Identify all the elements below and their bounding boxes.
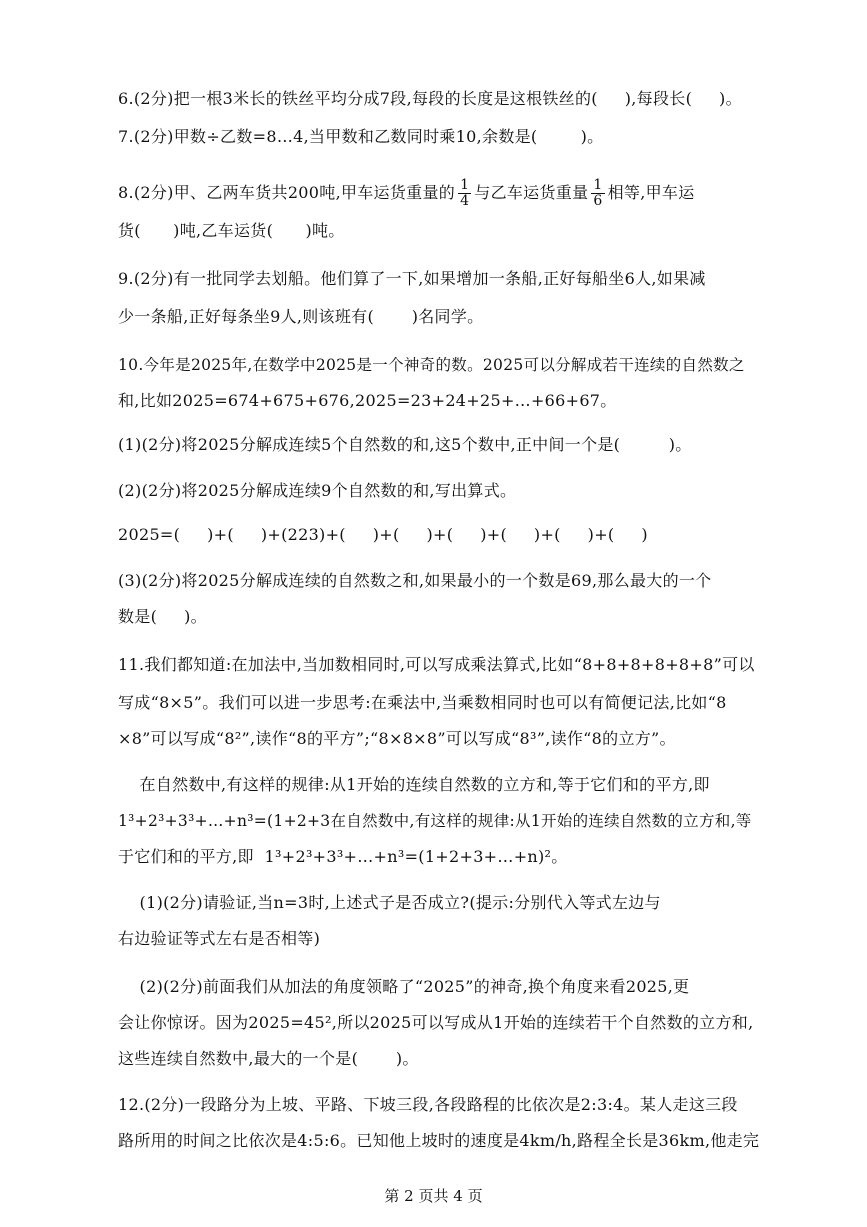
q8-text-mid: 与乙车运货重量 <box>474 183 589 202</box>
q8-line2: 货( )吨,乙车运货( )吨。 <box>118 221 345 240</box>
q11-para2-line2: 1³+2³+3³+…+n³=(1+2+3在自然数中,有这样的规律:从1开始的连续自然数的立方和,等 <box>118 812 752 830</box>
q11-sub2-line3: 这些连续自然数中,最大的一个是( )。 <box>118 1049 419 1068</box>
q6-line1: 6.(2分)把一根3米长的铁丝平均分成7段,每段的长度是这根铁丝的( ),每段长( )。 <box>118 89 742 108</box>
q9-line2: 少一条船,正好每条坐9人,则该班有( )名同学。 <box>118 307 484 326</box>
q11-line1: 11.我们都知道:在加法中,当加数相同时,可以写成乘法算式,比如“8+8+8+8+8+8”可以 <box>118 655 755 674</box>
q11-sub2-line1: (2)(2分)前面我们从加法的角度领略了“2025”的神奇,换个角度来看2025,更 <box>118 977 690 996</box>
q8-text-pre: 8.(2分)甲、乙两车货共200吨,甲车运货重量的 <box>118 183 456 202</box>
q11-sub1-line2: 右边验证等式左右是否相等) <box>118 929 321 948</box>
q10-line1: 10.今年是2025年,在数学中2025是一个神奇的数。2025可以分解成若干连续的自然数之 <box>118 356 745 374</box>
q10-sub3-line1: (3)(2分)将2025分解成连续的自然数之和,如果最小的一个数是69,那么最大的一个 <box>118 571 712 590</box>
q11-para2-line3: 于它们和的平方,即 1³+2³+3³+…+n³=(1+2+3+…+n)²。 <box>118 847 568 866</box>
fraction-denominator: 6 <box>593 193 603 209</box>
fraction-numerator: 1 <box>460 177 470 193</box>
q10-line2: 和,比如2025=674+675+676,2025=23+24+25+…+66+67。 <box>118 391 617 410</box>
q11-para2-line1: 在自然数中,有这样的规律:从1开始的连续自然数的立方和,等于它们和的平方,即 <box>118 775 710 794</box>
q8-text-post: 相等,甲车运 <box>607 183 695 202</box>
fraction-numerator: 1 <box>593 177 603 193</box>
q7-line1: 7.(2分)甲数÷乙数=8…4,当甲数和乙数同时乘10,余数是( )。 <box>118 127 604 146</box>
q10-sub3-line2: 数是( )。 <box>118 607 207 626</box>
q10-sub1: (1)(2分)将2025分解成连续5个自然数的和,这5个数中,正中间一个是( )。 <box>118 435 692 454</box>
q11-line3: ×8”可以写成“8²”,读作“8的平方”;“8×8×8”可以写成“8³”,读作“8的立方”。 <box>118 729 676 748</box>
q11-sub1-line1: (1)(2分)请验证,当n=3时,上述式子是否成立?(提示:分别代入等式左边与 <box>118 893 661 912</box>
q10-sub2-formula: 2025=( )+( )+(223)+( )+( )+( )+( )+( )+( ) <box>118 525 648 544</box>
q9-line1: 9.(2分)有一批同学去划船。他们算了一下,如果增加一条船,正好每船坐6人,如果减 <box>118 269 706 288</box>
fraction-one-sixth <box>591 178 604 209</box>
q11-sub2-line2: 会让你惊讶。因为2025=45²,所以2025可以写成从1开始的连续若干个自然数的立方和, <box>118 1013 754 1032</box>
q12-line1: 12.(2分)一段路分为上坡、平路、下坡三段,各段路程的比依次是2:3:4。某人走这三段 <box>118 1095 738 1114</box>
q12-line2: 路所用的时间之比依次是4:5:6。已知他上坡时的速度是4km/h,路程全长是36km,他走完 <box>118 1131 760 1150</box>
fraction-denominator: 4 <box>460 193 470 209</box>
q10-sub2: (2)(2分)将2025分解成连续9个自然数的和,写出算式。 <box>118 481 517 500</box>
page-number: 第 2 页共 4 页 <box>384 1187 483 1205</box>
q8-line1 <box>118 178 695 209</box>
q11-line2: 写成“8×5”。我们可以进一步思考:在乘法中,当乘数相同时也可以有简便记法,比如“8 <box>118 693 727 712</box>
fraction-one-quarter <box>458 178 471 209</box>
